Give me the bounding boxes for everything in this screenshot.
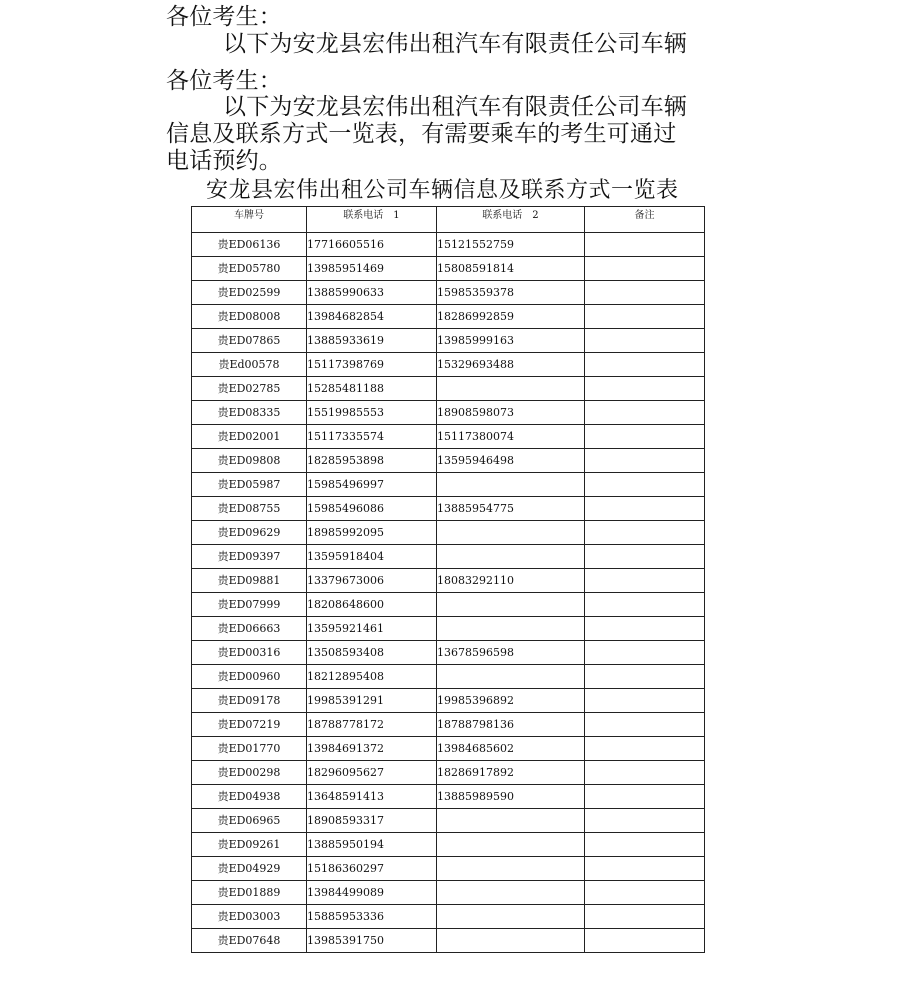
cell-phone-2: 15329693488: [437, 353, 585, 377]
table-row: [192, 473, 705, 497]
cell-remark: [585, 617, 705, 641]
table-row: [192, 641, 705, 665]
cell-remark: [585, 425, 705, 449]
cell-phone-2: 15117380074: [437, 425, 585, 449]
table-row: [192, 233, 705, 257]
cell-plate: 贵ED01889: [192, 881, 307, 905]
cell-phone-2: 18286917892: [437, 761, 585, 785]
cell-remark: [585, 473, 705, 497]
cell-plate: 贵Ed00578: [192, 353, 307, 377]
cell-plate: 贵ED06663: [192, 617, 307, 641]
table-row: [192, 569, 705, 593]
cell-remark: [585, 353, 705, 377]
cell-remark: [585, 737, 705, 761]
cell-remark: [585, 785, 705, 809]
cell-phone-2: [437, 521, 585, 545]
cell-phone-1: 19985391291: [307, 689, 437, 713]
greeting-text-top: 各位考生：: [166, 4, 282, 30]
cell-phone-2: 13595946498: [437, 449, 585, 473]
cell-plate: 贵ED06965: [192, 809, 307, 833]
cell-remark: [585, 689, 705, 713]
cell-remark: [585, 497, 705, 521]
cell-phone-1: 18296095627: [307, 761, 437, 785]
table-row: [192, 353, 705, 377]
table-row: [192, 689, 705, 713]
cell-phone-1: 15985496086: [307, 497, 437, 521]
cell-phone-1: 18908593317: [307, 809, 437, 833]
cell-plate: 贵ED08755: [192, 497, 307, 521]
cell-phone-2: 18286992859: [437, 305, 585, 329]
header-remark: 备注: [585, 207, 705, 233]
intro-line-top: 以下为安龙县宏伟出租汽车有限责任公司车辆: [223, 31, 687, 57]
cell-plate: 贵ED04938: [192, 785, 307, 809]
cell-remark: [585, 257, 705, 281]
cell-phone-2: 15808591814: [437, 257, 585, 281]
cell-plate: 贵ED08335: [192, 401, 307, 425]
table-row: [192, 833, 705, 857]
table-title: 安龙县宏伟出租公司车辆信息及联系方式一览表: [206, 178, 679, 203]
table-row: [192, 281, 705, 305]
cell-phone-2: [437, 617, 585, 641]
table-row: [192, 305, 705, 329]
cell-phone-1: 15285481188: [307, 377, 437, 401]
cell-plate: 贵ED09178: [192, 689, 307, 713]
cell-plate: 贵ED05987: [192, 473, 307, 497]
cell-phone-2: [437, 545, 585, 569]
cell-remark: [585, 593, 705, 617]
cell-phone-1: 18208648600: [307, 593, 437, 617]
cell-phone-1: 13648591413: [307, 785, 437, 809]
cell-remark: [585, 329, 705, 353]
cell-remark: [585, 713, 705, 737]
cell-phone-2: [437, 857, 585, 881]
cell-plate: 贵ED07219: [192, 713, 307, 737]
cell-phone-1: 18285953898: [307, 449, 437, 473]
cell-remark: [585, 401, 705, 425]
cell-remark: [585, 905, 705, 929]
cell-phone-1: 13984691372: [307, 737, 437, 761]
cell-remark: [585, 233, 705, 257]
cell-phone-2: [437, 665, 585, 689]
cell-plate: 贵ED09397: [192, 545, 307, 569]
intro-line-3: 电话预约。: [166, 148, 282, 174]
cell-phone-2: 13984685602: [437, 737, 585, 761]
cell-phone-1: 15186360297: [307, 857, 437, 881]
cell-remark: [585, 521, 705, 545]
cell-phone-2: [437, 929, 585, 953]
cell-remark: [585, 929, 705, 953]
table-body: [192, 233, 705, 953]
table-row: [192, 449, 705, 473]
cell-phone-2: 15121552759: [437, 233, 585, 257]
cell-plate: 贵ED02599: [192, 281, 307, 305]
cell-remark: [585, 569, 705, 593]
cell-plate: 贵ED07648: [192, 929, 307, 953]
cell-phone-1: 15117398769: [307, 353, 437, 377]
cell-phone-2: 18788798136: [437, 713, 585, 737]
cell-phone-2: 19985396892: [437, 689, 585, 713]
intro-line-2: 信息及联系方式一览表，有需要乘车的考生可通过: [166, 121, 677, 147]
vehicle-contact-table: [191, 206, 705, 953]
table-row: [192, 497, 705, 521]
table-row: [192, 713, 705, 737]
table-row: [192, 377, 705, 401]
table-row: [192, 257, 705, 281]
cell-plate: 贵ED09261: [192, 833, 307, 857]
table-header-row: [192, 207, 705, 233]
cell-phone-1: 13985951469: [307, 257, 437, 281]
cell-phone-2: [437, 593, 585, 617]
table-row: [192, 545, 705, 569]
cell-phone-2: [437, 905, 585, 929]
cell-phone-2: [437, 377, 585, 401]
table-row: [192, 617, 705, 641]
cell-plate: 贵ED00316: [192, 641, 307, 665]
cell-plate: 贵ED01770: [192, 737, 307, 761]
table-row: [192, 521, 705, 545]
cell-plate: 贵ED07865: [192, 329, 307, 353]
cell-phone-2: 13678596598: [437, 641, 585, 665]
cell-plate: 贵ED00298: [192, 761, 307, 785]
cell-phone-1: 13984682854: [307, 305, 437, 329]
cell-remark: [585, 641, 705, 665]
cell-phone-2: [437, 833, 585, 857]
cell-phone-1: 15885953336: [307, 905, 437, 929]
table-row: [192, 737, 705, 761]
cell-plate: 贵ED09881: [192, 569, 307, 593]
cell-plate: 贵ED09808: [192, 449, 307, 473]
table-row: [192, 401, 705, 425]
table-row: [192, 905, 705, 929]
cell-phone-1: 18212895408: [307, 665, 437, 689]
cell-phone-2: 13985999163: [437, 329, 585, 353]
table-row: [192, 761, 705, 785]
cell-phone-1: 17716605516: [307, 233, 437, 257]
cell-remark: [585, 857, 705, 881]
cell-plate: 贵ED04929: [192, 857, 307, 881]
cell-phone-2: 18083292110: [437, 569, 585, 593]
header-phone-2: 联系电话 2: [437, 207, 585, 233]
cell-remark: [585, 881, 705, 905]
intro-line-1: 以下为安龙县宏伟出租汽车有限责任公司车辆: [223, 94, 687, 120]
cell-phone-2: 13885989590: [437, 785, 585, 809]
cell-remark: [585, 305, 705, 329]
cell-phone-1: 13984499089: [307, 881, 437, 905]
cell-phone-1: 13508593408: [307, 641, 437, 665]
cell-plate: 贵ED05780: [192, 257, 307, 281]
cell-plate: 贵ED02001: [192, 425, 307, 449]
cell-plate: 贵ED00960: [192, 665, 307, 689]
cell-remark: [585, 833, 705, 857]
table-row: [192, 785, 705, 809]
cell-phone-1: 13595918404: [307, 545, 437, 569]
cell-phone-1: 15519985553: [307, 401, 437, 425]
header-phone-1: 联系电话 1: [307, 207, 437, 233]
cell-phone-1: 18788778172: [307, 713, 437, 737]
cell-phone-2: 15985359378: [437, 281, 585, 305]
cell-phone-1: 15117335574: [307, 425, 437, 449]
greeting-text: 各位考生：: [166, 68, 282, 94]
table-row: [192, 857, 705, 881]
cell-phone-1: 13885950194: [307, 833, 437, 857]
cell-phone-2: [437, 881, 585, 905]
cell-remark: [585, 665, 705, 689]
table-row: [192, 329, 705, 353]
table-row: [192, 665, 705, 689]
cell-remark: [585, 377, 705, 401]
cell-remark: [585, 761, 705, 785]
cell-phone-2: 18908598073: [437, 401, 585, 425]
table-row: [192, 425, 705, 449]
cell-phone-1: 13885933619: [307, 329, 437, 353]
cell-plate: 贵ED08008: [192, 305, 307, 329]
table-row: [192, 881, 705, 905]
cell-phone-1: 13379673006: [307, 569, 437, 593]
cell-plate: 贵ED06136: [192, 233, 307, 257]
cell-phone-1: 13985391750: [307, 929, 437, 953]
table-row: [192, 929, 705, 953]
cell-plate: 贵ED07999: [192, 593, 307, 617]
table-row: [192, 809, 705, 833]
cell-remark: [585, 545, 705, 569]
cell-remark: [585, 449, 705, 473]
cell-phone-1: 18985992095: [307, 521, 437, 545]
cell-remark: [585, 809, 705, 833]
cell-phone-1: 13595921461: [307, 617, 437, 641]
cell-plate: 贵ED03003: [192, 905, 307, 929]
cell-phone-1: 15985496997: [307, 473, 437, 497]
cell-plate: 贵ED09629: [192, 521, 307, 545]
cell-phone-1: 13885990633: [307, 281, 437, 305]
header-plate: 车牌号: [192, 207, 307, 233]
cell-phone-2: [437, 473, 585, 497]
table-row: [192, 593, 705, 617]
cell-phone-2: 13885954775: [437, 497, 585, 521]
cell-plate: 贵ED02785: [192, 377, 307, 401]
cell-remark: [585, 281, 705, 305]
cell-phone-2: [437, 809, 585, 833]
